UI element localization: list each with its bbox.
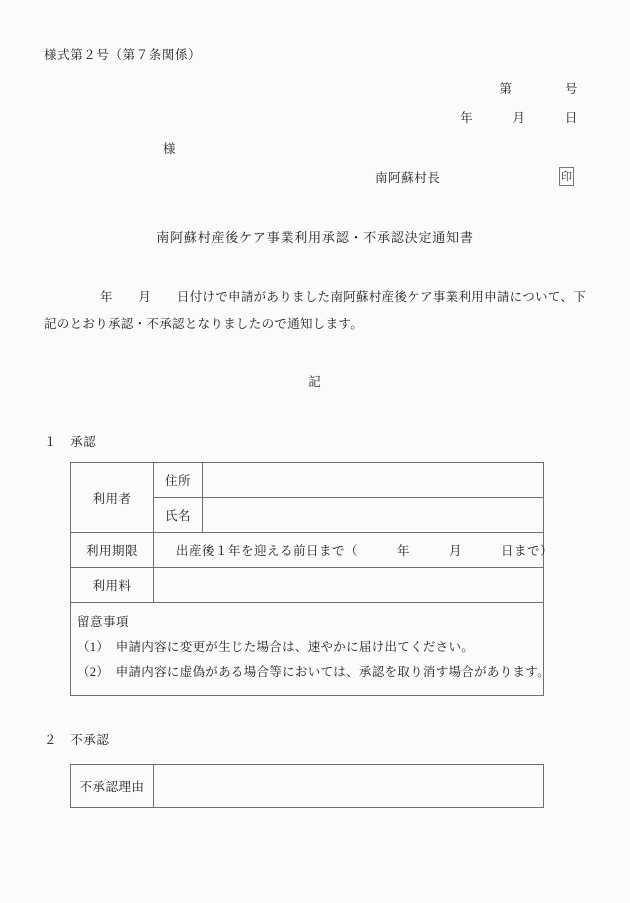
note-item: （1） 申請内容に変更が生じた場合は、速やかに届け出てください。 (77, 640, 475, 654)
page-title: 南阿蘇村産後ケア事業利用承認・不承認決定通知書 (156, 230, 474, 245)
addressee-line: 様 (163, 142, 177, 156)
denial-table (70, 764, 544, 808)
period-label: 利用期限 (71, 533, 154, 568)
address-label: 住所 (154, 463, 203, 498)
table-row (71, 568, 544, 603)
form-number: 様式第２号（第７条関係） (44, 48, 202, 62)
denial-reason-value[interactable] (154, 765, 544, 808)
name-value[interactable] (203, 498, 544, 533)
document-number-line: 第 号 (499, 82, 578, 96)
notes-title: 留意事項 (77, 615, 130, 629)
ki-marker: 記 (308, 375, 322, 389)
fee-label: 利用料 (71, 568, 154, 603)
fee-value[interactable] (154, 568, 544, 603)
table-row-notes (71, 603, 544, 696)
period-value: 出産後１年を迎える前日まで（ 年 月 日まで） (154, 533, 544, 568)
denial-reason-label: 不承認理由 (71, 765, 154, 808)
section-heading-denial: ２ 不承認 (44, 733, 110, 747)
table-row (71, 463, 544, 498)
issuer-name: 南阿蘇村長 (375, 171, 441, 185)
document-date-line: 年 月 日 (460, 111, 578, 125)
section-heading-approval: １ 承認 (44, 435, 97, 449)
body-paragraph: 年 月 日付けで申請がありました南阿蘇村産後ケア事業利用申請について、下記のとおり承認・不承認となりましたので通知します。 (44, 290, 586, 331)
approval-table (70, 462, 554, 696)
user-label: 利用者 (71, 463, 154, 533)
table-row (71, 533, 544, 568)
note-item: （2） 申請内容に虚偽がある場合等においては、承認を取り消す場合があります。 (77, 665, 550, 679)
table-row (71, 765, 544, 808)
notes-cell (71, 603, 550, 696)
name-label: 氏名 (154, 498, 203, 533)
address-value[interactable] (203, 463, 544, 498)
seal-stamp-box: 印 (559, 167, 574, 186)
issuer-line (375, 168, 575, 186)
